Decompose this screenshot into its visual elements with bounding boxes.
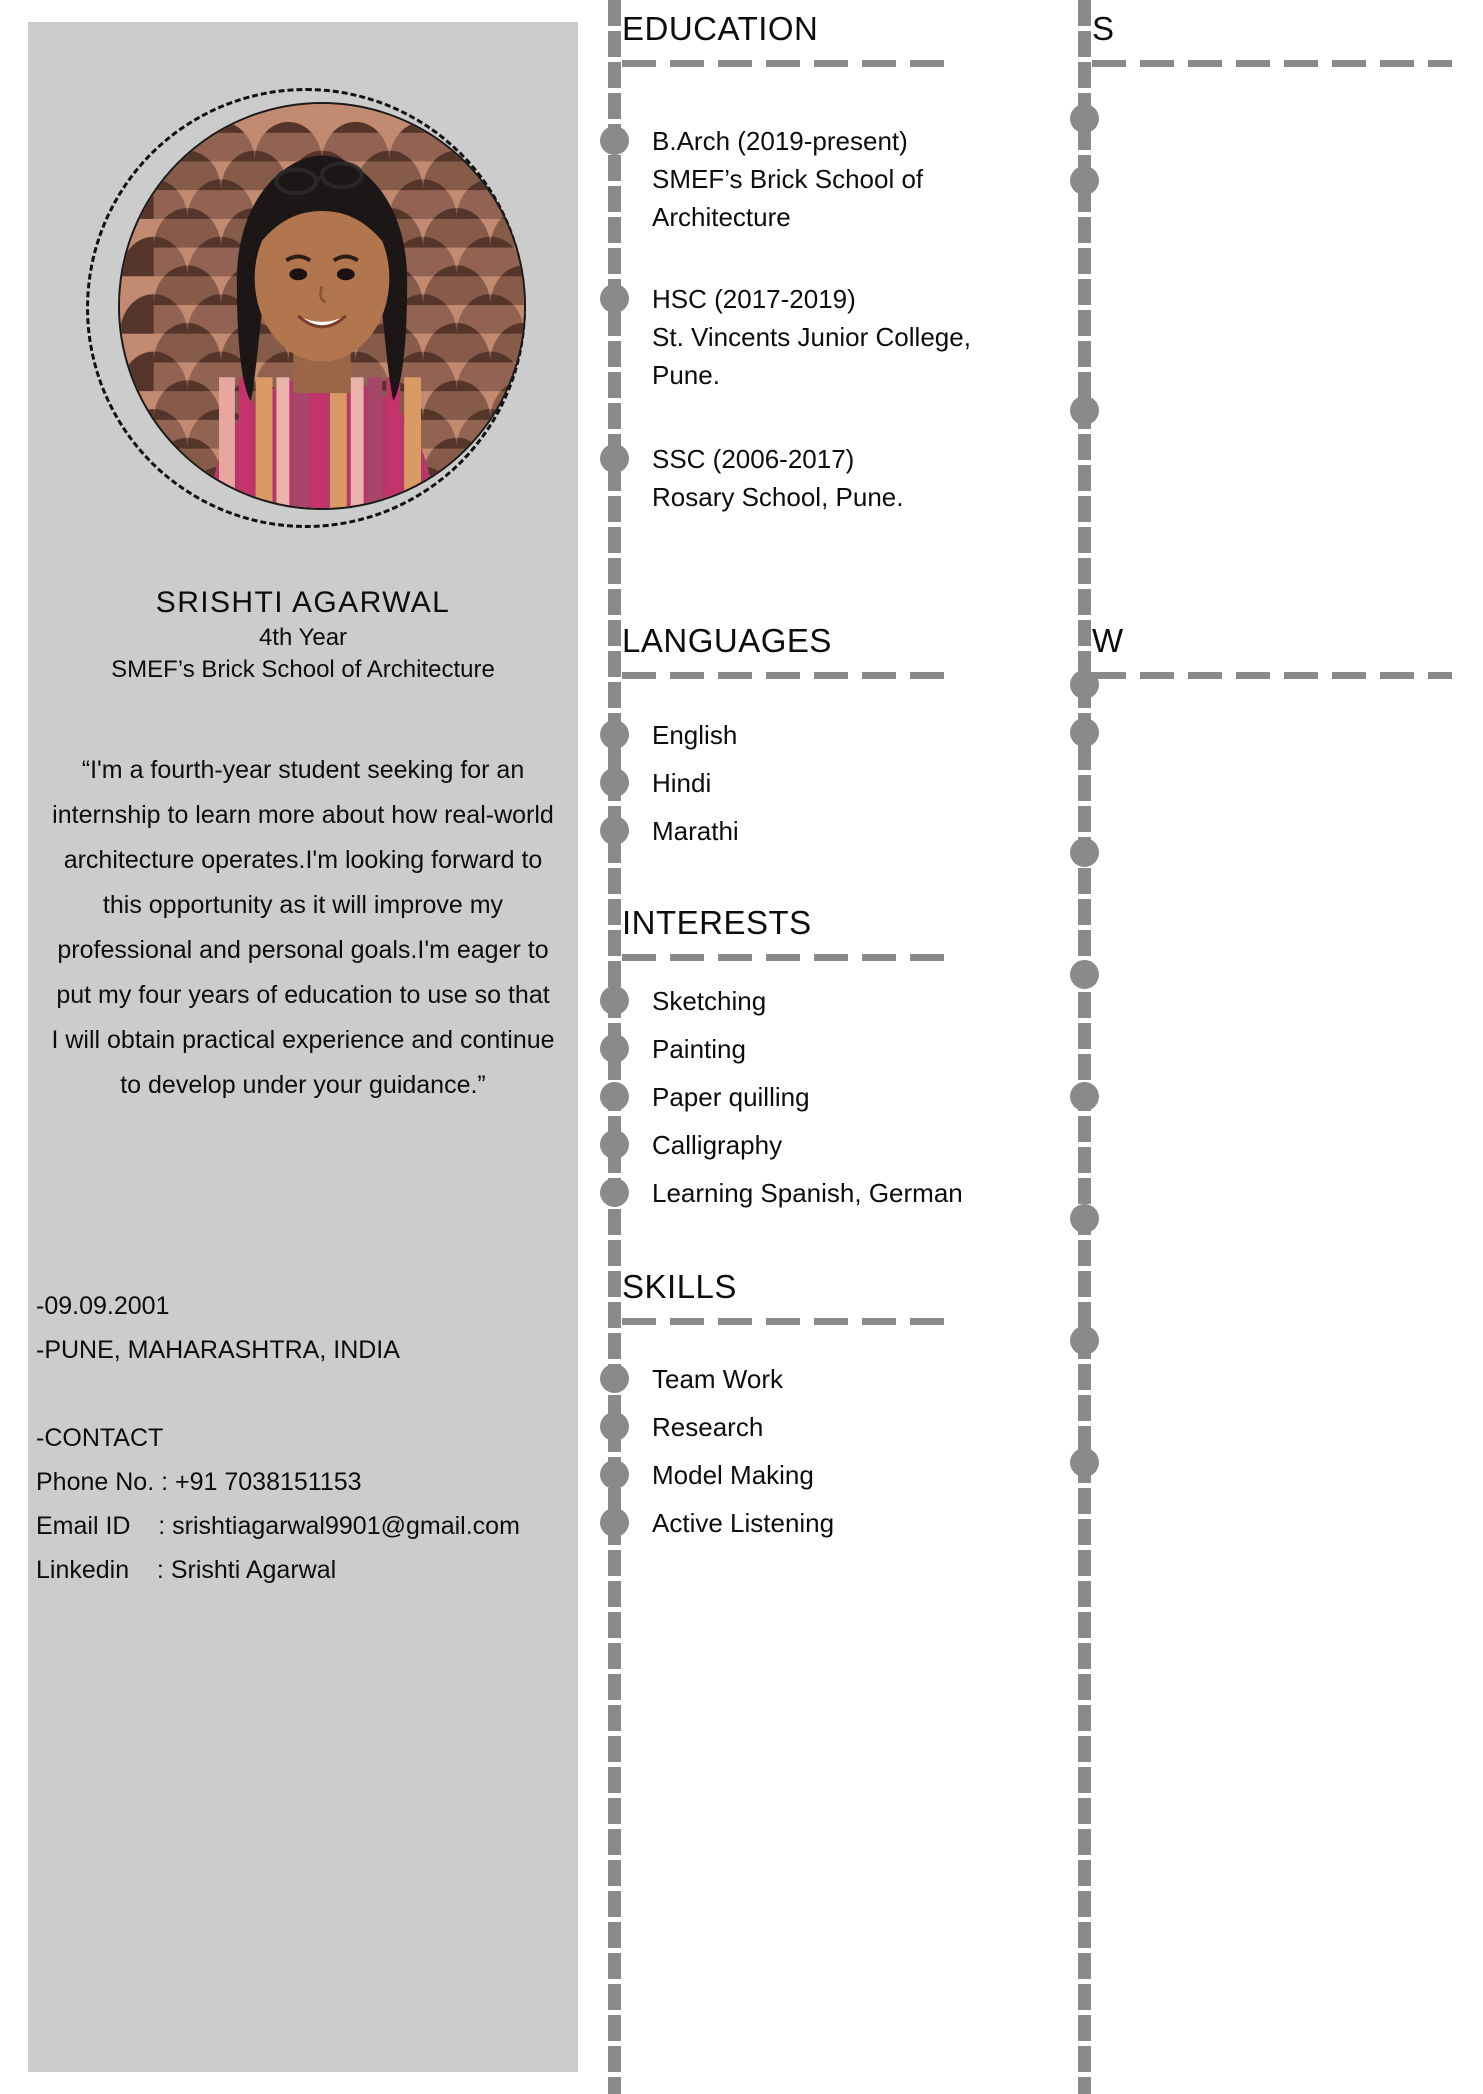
section-title-secondary: W [1092,622,1130,660]
timeline-dot-icon [1070,960,1099,989]
list-item [608,1456,1112,1502]
timeline-dot-icon [600,1508,629,1537]
entry-line: Rosary School, Pune. [652,482,904,512]
list-item [608,122,1112,236]
timeline-dot-icon [600,768,629,797]
contact-heading: -CONTACT [36,1424,164,1452]
sidebar-panel [28,22,578,2072]
section-header [608,1268,1068,1330]
contact-row [36,1460,580,1504]
contact-value: Srishti Agarwal [170,1556,337,1584]
contact-row [36,1504,580,1548]
entry-line: Pune. [652,360,720,390]
entry-line: Paper quilling [652,1082,810,1112]
section-title-secondary: S [1092,10,1121,48]
timeline-section [608,622,1068,846]
timeline-rail-secondary [1078,0,1091,2094]
date-of-birth: -09.09.2001 [36,1292,170,1320]
contact-value: srishtiagarwal9901@gmail.com [172,1512,520,1540]
list-item [608,1360,1112,1406]
section-dashed-rule [622,672,952,679]
location: -PUNE, MAHARASHTRA, INDIA [36,1336,400,1364]
list-item [608,280,1112,394]
timeline-dot-icon [600,720,629,749]
list-item [608,1126,1112,1172]
list-item [608,1030,1112,1076]
timeline-dot-icon [1070,838,1099,867]
education-timeline-column [608,0,1068,2094]
timeline-dot-icon [1070,1326,1099,1355]
entry-line: Painting [652,1034,746,1064]
entry-line: St. Vincents Junior College, [652,322,971,352]
list-item [608,716,1112,762]
entry-line: SMEF’s Brick School of [652,164,924,194]
list-item [608,1408,1112,1454]
entry-line: English [652,720,738,750]
timeline-section-secondary [1078,10,1483,72]
timeline-dot-icon [1070,1082,1099,1111]
timeline-dot-icon [600,1082,629,1111]
timeline-dot-icon [600,986,629,1015]
timeline-dot-icon [600,816,629,845]
entry-line: Research [652,1412,764,1442]
timeline-dot-icon [1070,104,1099,133]
entry-line: Sketching [652,986,767,1016]
contact-row [36,1548,580,1592]
entry-line: B.Arch (2019-present) [652,126,908,156]
timeline-section [608,1268,1068,1538]
timeline-dot-icon [600,1412,629,1441]
timeline-dot-icon [600,1364,629,1393]
timeline-dot-icon [600,1460,629,1489]
section-dashed-rule-secondary [1092,672,1452,679]
list-item [608,1078,1112,1124]
section-header-secondary [1078,10,1483,72]
entry-line: Learning Spanish, German [652,1178,963,1208]
section-header [608,622,1068,684]
entry-line: Hindi [652,768,712,798]
section-dashed-rule [622,1318,952,1325]
entry-line: HSC (2017-2019) [652,284,856,314]
section-title: INTERESTS [622,904,818,942]
timeline-dot-icon [600,1178,629,1207]
spacer [36,1372,580,1416]
section-dashed-rule [622,60,952,67]
entry-line: Marathi [652,816,739,846]
contact-label: Linkedin [36,1556,157,1584]
timeline-section [608,10,1068,512]
timeline-dot-icon [1070,1204,1099,1233]
timeline-dot-icon [600,444,629,473]
list-item [608,440,1112,516]
section-title: EDUCATION [622,10,824,48]
timeline-dot-icon [1070,396,1099,425]
section-header-secondary [1078,622,1483,684]
profile-photo [118,102,526,510]
entry-line: Model Making [652,1460,814,1490]
section-dashed-rule-secondary [1092,60,1452,67]
bio-quote: “I'm a fourth-year student seeking for an internship to learn more about how real-world architecture operates.I'm looking forward to this opportunity as it will improve my professional and personal goals.I'm eager to put my four years of education to use so that I will obtain practical experience and continue to develop under your guidance.” [51,756,555,1099]
entry-line: Active Listening [652,1508,835,1538]
section-title: SKILLS [622,1268,743,1306]
contact-list [36,1460,580,1592]
avatar [86,88,526,528]
study-year: 4th Year [258,623,348,651]
entry-line: Calligraphy [652,1130,783,1160]
contact-label: Email ID [36,1512,159,1540]
contact-separator: : [158,1512,173,1540]
section-header [608,10,1068,72]
entry-line: SSC (2006-2017) [652,444,855,474]
school-name: SMEF’s Brick School of Architecture [111,655,495,683]
contact-separator: : [161,1468,175,1496]
personal-details [36,1284,580,1592]
list-item [608,1504,1112,1550]
page-title: SRISHTI AGARWAL [155,586,451,619]
list-item [608,982,1112,1028]
timeline-section [608,904,1068,1208]
timeline-section-secondary [1078,622,1483,684]
timeline-dot-icon [600,1034,629,1063]
photo-illustration [120,104,524,508]
timeline-dot-icon [600,284,629,313]
section-title: LANGUAGES [622,622,838,660]
timeline-dot-icon [1070,1448,1099,1477]
list-item [608,812,1112,858]
section-header [608,904,1068,966]
timeline-dot-icon [600,126,629,155]
list-item [608,1174,1112,1220]
secondary-timeline-column [1078,0,1483,2094]
timeline-dot-icon [600,1130,629,1159]
identity-block [28,584,578,686]
timeline-dot-icon [1070,718,1099,747]
entry-line: Architecture [652,202,791,232]
contact-label: Phone No. [36,1468,162,1496]
entry-line: Team Work [652,1364,783,1394]
contact-separator: : [156,1556,171,1584]
timeline-dot-icon [1070,166,1099,195]
list-item [608,764,1112,810]
timeline-dot-icon [1070,670,1099,699]
contact-value: +91 7038151153 [175,1468,362,1496]
section-dashed-rule [622,954,952,961]
